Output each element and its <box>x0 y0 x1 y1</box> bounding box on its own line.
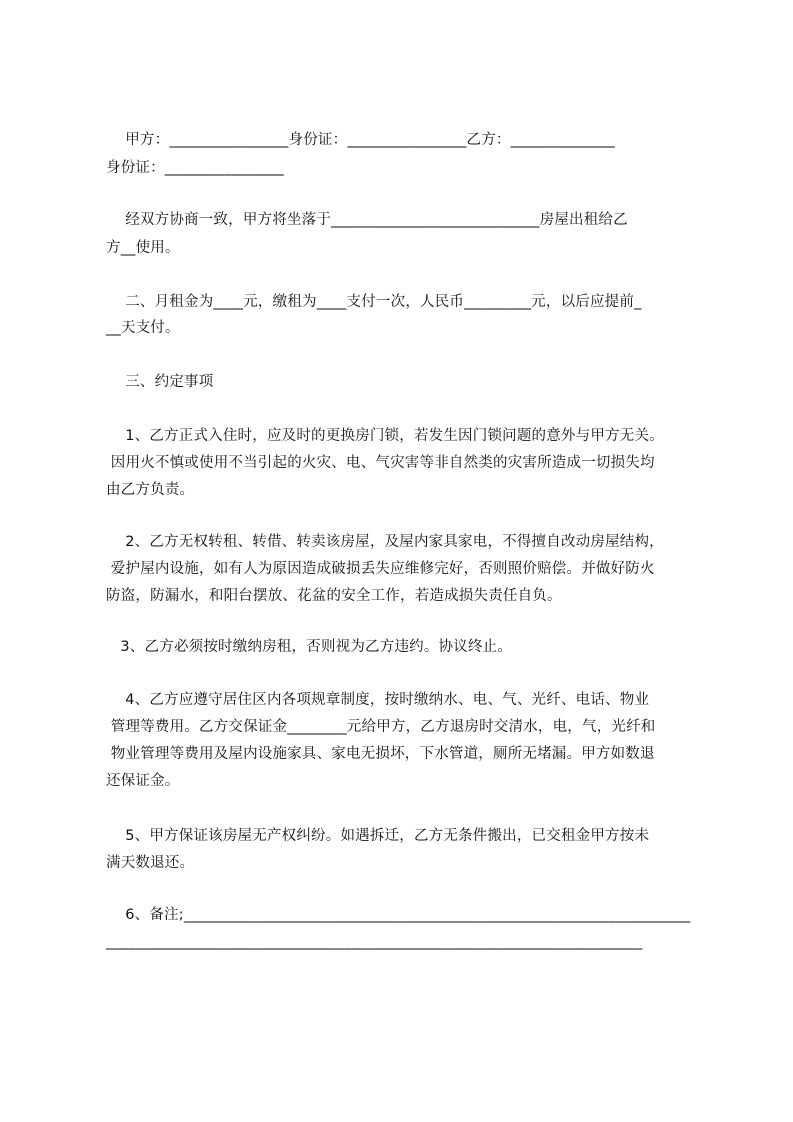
item-2-line-2: 爱护屋内设施，如有人为原因造成破损丢失应维修完好，否则照价赔偿。并做好防火 <box>106 561 655 577</box>
section-heading: 三、约定事项 <box>106 374 214 390</box>
item-1-line-3: 由乙方负责。 <box>106 482 195 498</box>
item-6-line-1: 6、备注;____________________________________________________________________ <box>106 907 691 923</box>
item-4-line-2: 管理等费用。乙方交保证金________元给甲方，乙方退房时交清水，电，气，光纤和 <box>106 719 656 735</box>
item-4-line-3: 物业管理等费用及屋内设施家具、家电无损坏，下水管道，厕所无堵漏。甲方如数退 <box>106 746 655 762</box>
party-info-line: 甲方：________________身份证：________________乙方：______________ <box>106 132 615 148</box>
item-6-line-2: ________________________________________________________________________ <box>106 934 643 950</box>
clause-two-line-1: 二、月租金为____元，缴租为____支付一次，人民币_________元，以后应提前_ <box>106 294 642 310</box>
id-card-line: 身份证：________________ <box>106 160 284 176</box>
item-2-line-1: 2、乙方无权转租、转借、转卖该房屋，及屋内家具家电，不得擅自改动房屋结构， <box>106 534 664 550</box>
item-5-line-2: 满天数退还。 <box>106 855 195 871</box>
item-1-line-2: 因用火不慎或使用不当引起的火灾、电、气灾害等非自然类的灾害所造成一切损失均 <box>106 455 655 471</box>
clause-two-line-2: __天支付。 <box>106 320 180 336</box>
clause-one-line-1: 经双方协商一致，甲方将坐落于____________________________房屋出租给乙 <box>106 212 628 228</box>
item-2-line-3: 防盗，防漏水，和阳台摆放、花盆的安全工作，若造成损失责任自负。 <box>106 588 562 604</box>
item-4-line-1: 4、乙方应遵守居住区内各项规章制度，按时缴纳水、电、气、光纤、电话、物业 <box>106 692 650 708</box>
clause-one-line-2: 方__使用。 <box>106 240 180 256</box>
item-5-line-1: 5、甲方保证该房屋无产权纠纷。如遇拆迁，乙方无条件搬出，已交租金甲方按未 <box>106 828 650 844</box>
item-4-line-4: 还保证金。 <box>106 773 180 789</box>
item-1-line-1: 1、乙方正式入住时，应及时的更换房门锁，若发生因门锁问题的意外与甲方无关。 <box>106 428 664 444</box>
item-3-line-1: 3、乙方必须按时缴纳房租，否则视为乙方违约。协议终止。 <box>106 639 513 655</box>
